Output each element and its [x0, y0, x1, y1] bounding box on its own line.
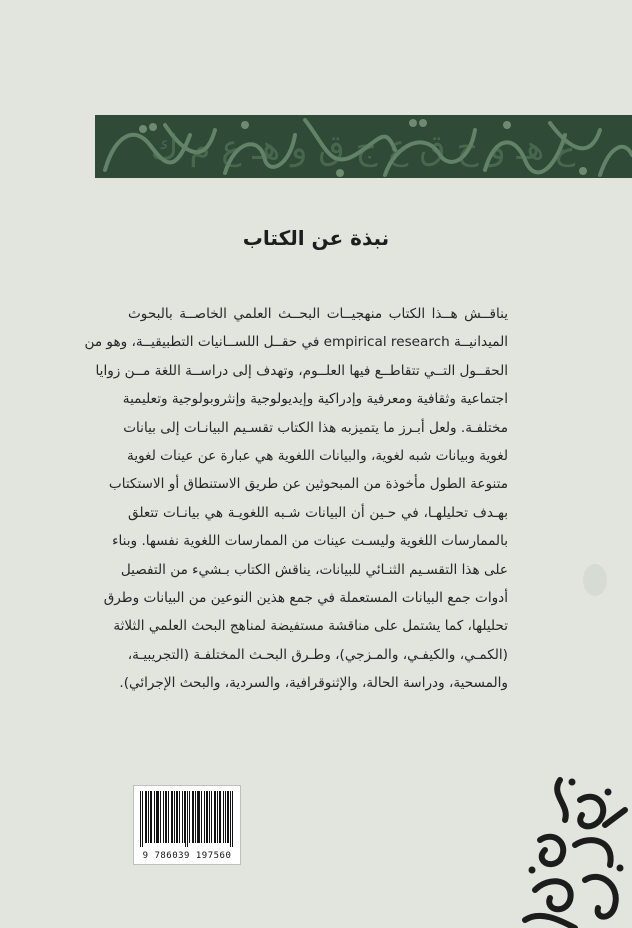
barcode-bar [148, 791, 149, 843]
calligraphy-band [95, 115, 632, 178]
barcode-icon [140, 791, 234, 847]
blurb-line: اجتماعية وثقافية ومعرفية وإدراكية وإيديولوجية وإنثروبولوجية وتعليمية [122, 391, 508, 408]
barcode-bar [184, 791, 185, 843]
barcode-bar [228, 791, 229, 843]
blurb-line: والمسحية، ودراسة الحالة، والإثنوقرافية، والسردية، والبحث الإجرائي). [119, 675, 508, 692]
barcode-bar [230, 791, 231, 847]
blurb-line: بهـدف تحليلهـا، في حـين أن البيانات شـبه اللغويـة هي بيانـات تتعلق [128, 504, 508, 521]
barcode-bar [225, 791, 226, 843]
barcode-bar [140, 791, 141, 847]
book-blurb [84, 300, 508, 698]
calligraphy-band-art [95, 115, 632, 178]
barcode-bar [157, 791, 158, 843]
band-glyphs: ع هـ و ح ق ع ج ق و هـ ع م ك [150, 128, 576, 168]
barcode-bar [219, 791, 220, 843]
barcode-bar [195, 791, 196, 843]
blurb-line: متنوعة الطول مأخوذة من المبحوثين عن طريق الاستنطاق أو الاستكتاب [108, 476, 508, 493]
barcode-bar [166, 791, 167, 843]
barcode-bar [227, 791, 228, 843]
isbn-barcode [133, 785, 241, 865]
barcode-bar [198, 791, 199, 843]
barcode-bar [146, 791, 147, 843]
isbn-number: 9 786039 197560 [142, 851, 232, 861]
blurb-line: (الكمـي، والكيفـي، والمـزجي)، وطـرق البحـث المختلفـة (التجريبيـة، [127, 646, 508, 663]
barcode-bar [154, 791, 155, 843]
paper-smudge [580, 560, 610, 600]
barcode-bar [151, 791, 152, 843]
barcode-bar [168, 791, 169, 843]
barcode-bar [189, 791, 190, 843]
barcode-bar [206, 791, 207, 843]
barcode-bar [158, 791, 159, 843]
barcode-bar [160, 791, 161, 843]
barcode-bar [165, 791, 166, 843]
barcode-bar [182, 791, 183, 843]
blurb-line: الميدانيــة empirical research في حقــل اللســانيات التطبيقيــة، وهو من [84, 334, 508, 351]
blurb-line: تحليلها، كما يشتمل على مناقشة مستفيضة لمناهج البحث العلمي الثلاثة [113, 618, 508, 635]
barcode-bar [179, 791, 180, 843]
barcode-bar [201, 791, 202, 843]
page-title: نبذة عن الكتاب [242, 226, 390, 250]
barcode-bar [187, 791, 188, 847]
barcode-bar [163, 791, 164, 843]
barcode-bar [192, 791, 193, 843]
barcode-bar [211, 791, 212, 843]
barcode-bar [204, 791, 205, 843]
barcode-bar [214, 791, 215, 843]
barcode-bar [174, 791, 175, 843]
blurb-line: أدوات جمع البيانات المستعملة في جمع هذين النوعين من البيانات وطرق [103, 590, 508, 607]
barcode-bar [197, 791, 198, 843]
barcode-bar [171, 791, 172, 843]
blurb-line: لغوية وبيانات شبه لغوية، والبيانات اللغوية هي عبارة عن عينات لغوية [127, 448, 508, 465]
barcode-bar [232, 791, 233, 847]
barcode-bar [156, 791, 157, 843]
barcode-bar [142, 791, 143, 847]
barcode-bar [220, 791, 221, 843]
barcode-bar [177, 791, 178, 843]
barcode-bar [176, 791, 177, 843]
blurb-line: على هذا التقسـيم الثنـائي للبيانات، يناقش الكتاب بـشيء من التفصيل [120, 561, 508, 578]
barcode-bar [185, 791, 186, 847]
blurb-line: بالممارسات اللغوية وليسـت عينات من الممارسات اللغوية نفسها. وبناء [112, 533, 508, 550]
barcode-bar [145, 791, 146, 843]
barcode-bar [199, 791, 200, 843]
barcode-bar [193, 791, 194, 843]
barcode-bar [150, 791, 151, 843]
barcode-bar [215, 791, 216, 843]
blurb-line: مختلفـة. ولعل أبـرز ما يتميزبه هذا الكتاب تقسـيم البيانـات إلى بيانات [123, 419, 508, 436]
barcode-bar [172, 791, 173, 843]
barcode-bar [223, 791, 224, 843]
blurb-line: الحقــول التــي تتقاطــع فيها العلــوم، وتهدف إلى دراســة اللغة مــن زوايا [95, 362, 508, 379]
calligraphy-ornament [520, 770, 632, 928]
barcode-bar [207, 791, 208, 843]
barcode-bar [209, 791, 210, 843]
barcode-bar [217, 791, 218, 843]
blurb-line: يناقــش هــذا الكتاب منهجيــات البحــث العلمي الخاصــة بالبحوث [128, 306, 508, 322]
